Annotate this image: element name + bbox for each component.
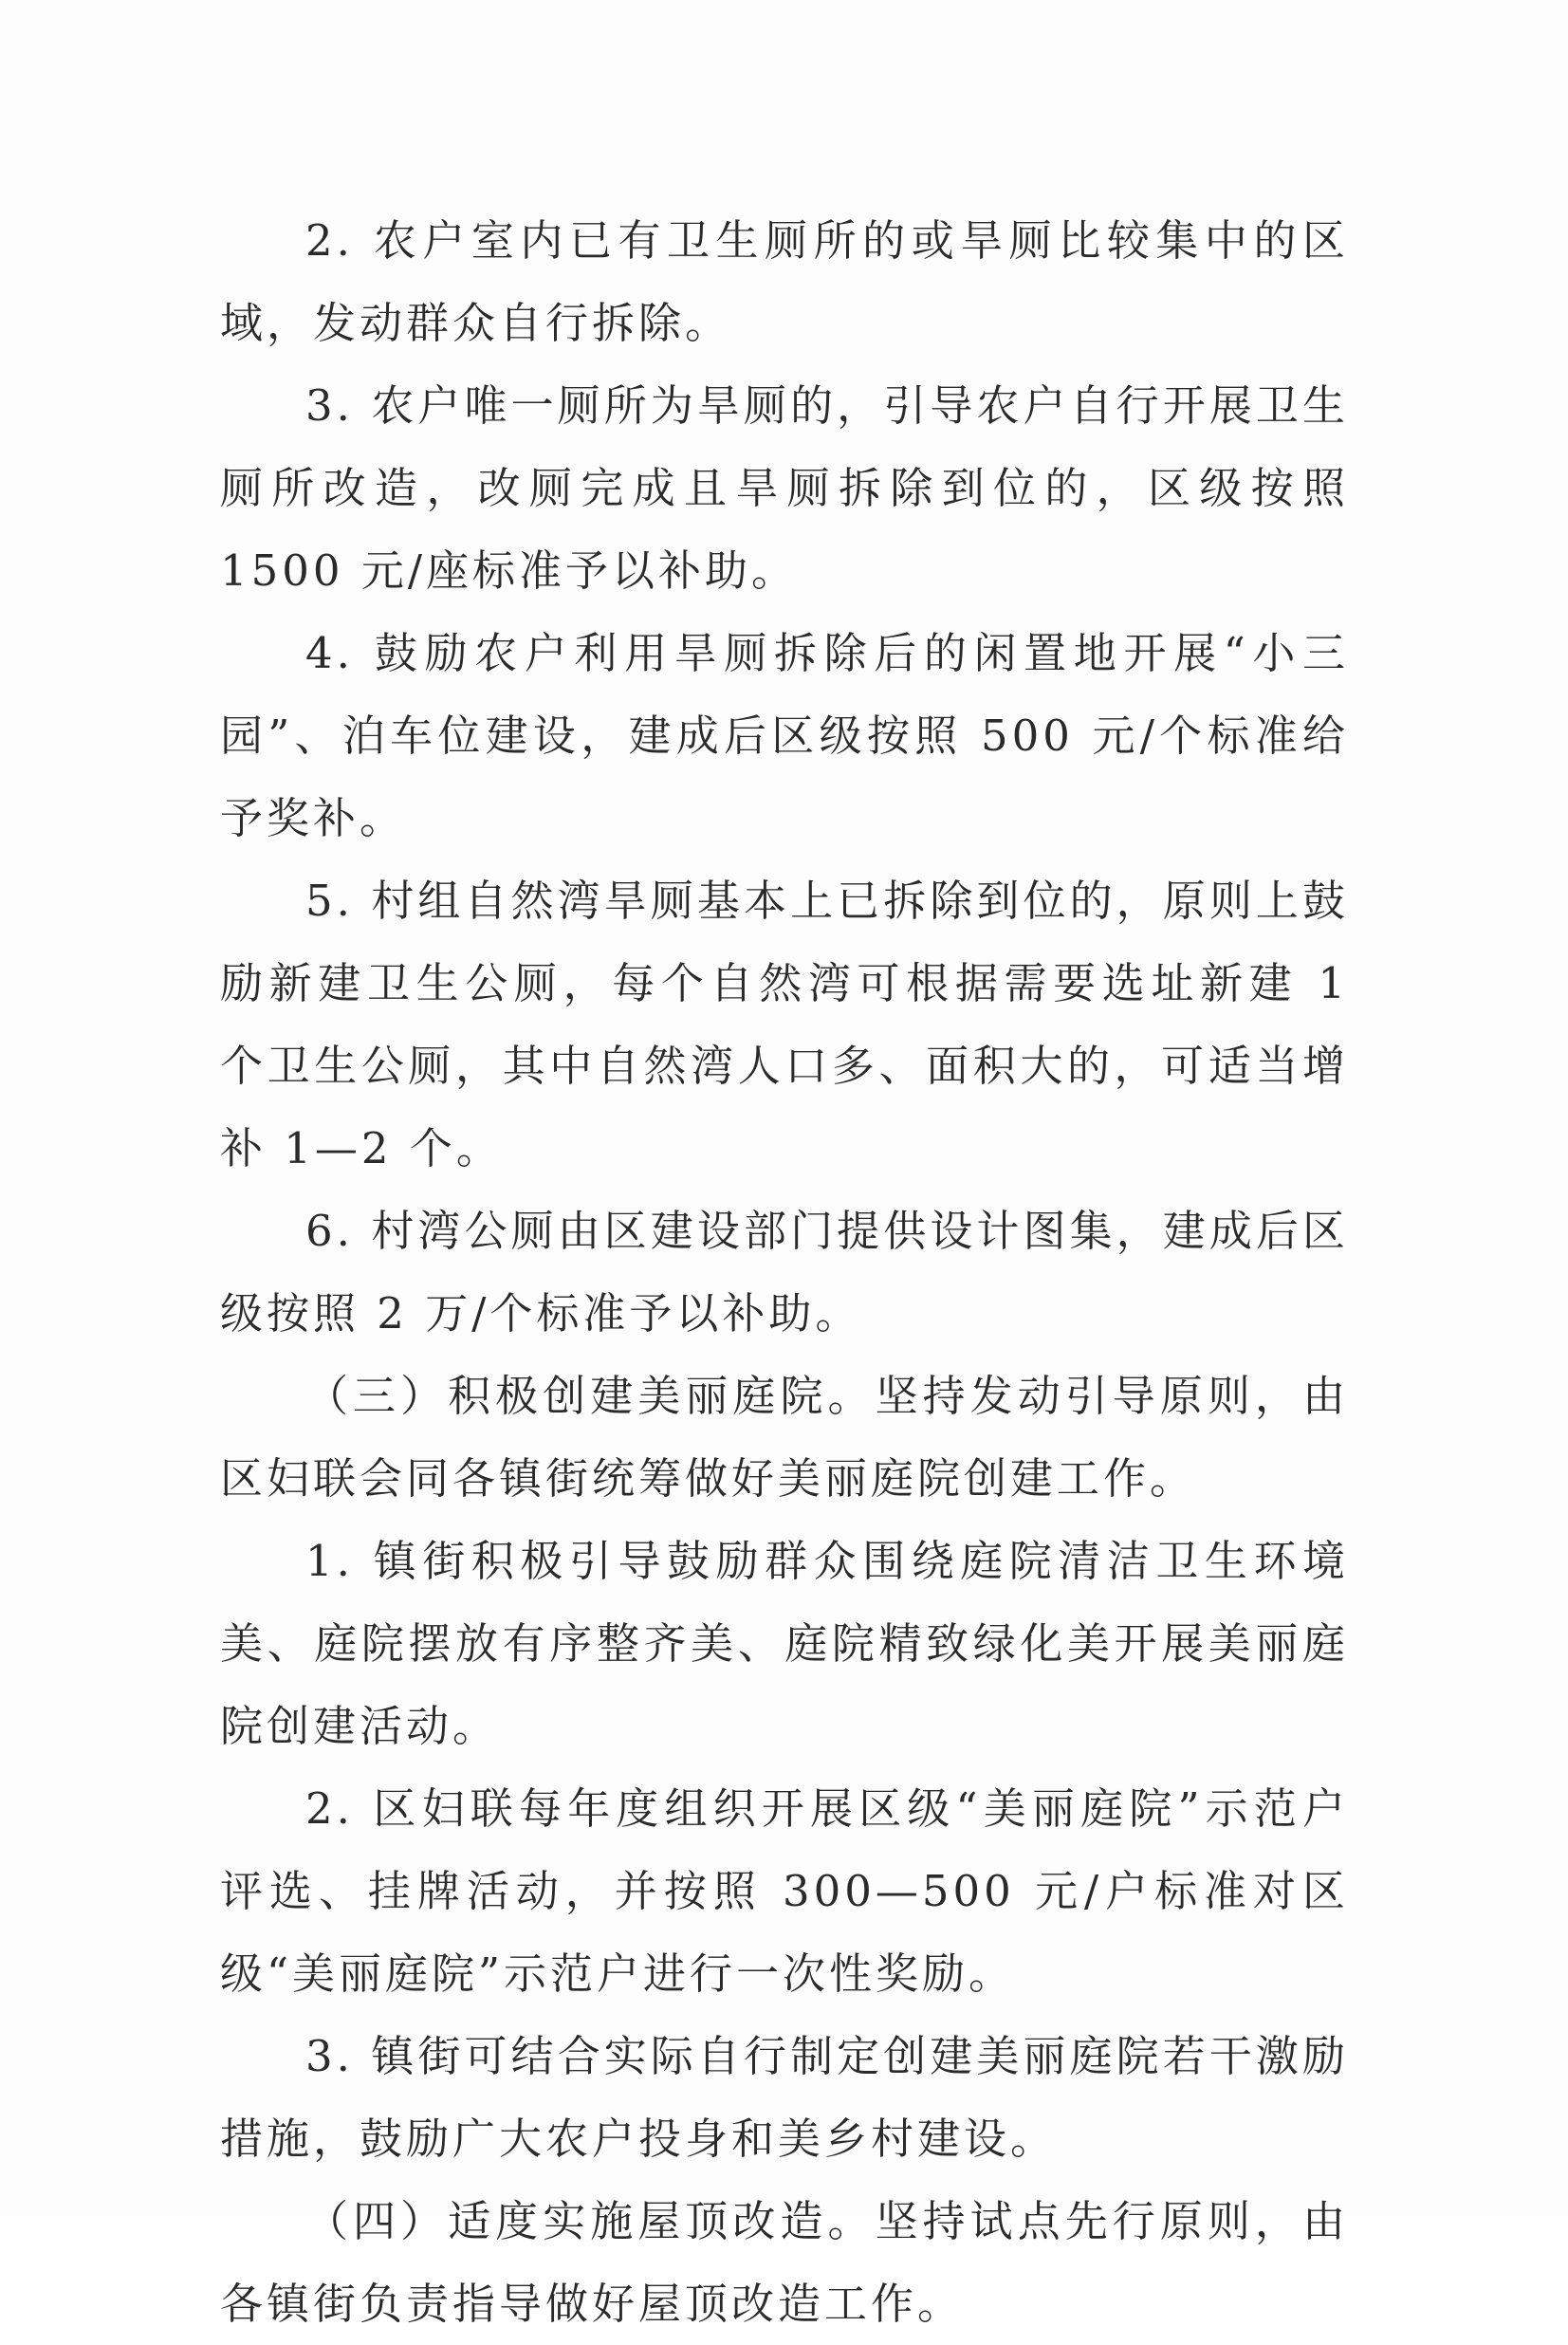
paragraph-item-5 [220,859,1349,1190]
paragraph-item-3-1 [220,1520,1349,1767]
paragraph-text: 坚持发动引导原则，由区妇联会同各镇街统筹做好美丽庭院创建工作。 [220,1371,1349,1504]
paragraph-item-3-2 [220,1767,1349,2015]
paragraph-text: 2. 区妇联每年度组织开展区级“美丽庭院”示范户评选、挂牌活动，并按照 300—500 元/户标准对区级“美丽庭院”示范户进行一次性奖励。 [220,1783,1349,1999]
section-heading-lead: （三）积极创建美丽庭院。 [305,1371,876,1421]
paragraph-item-6 [220,1190,1349,1355]
paragraph-item-3-3 [220,2015,1349,2180]
section-heading-4 [220,2180,1349,2345]
paragraph-text: 2. 农户室内已有卫生厕所的或旱厕比较集中的区域，发动群众自行拆除。 [220,215,1349,348]
paragraph-item-4 [220,612,1349,859]
paragraph-text: 5. 村组自然湾旱厕基本上已拆除到位的，原则上鼓励新建卫生公厕，每个自然湾可根据需要选址新建 1 个卫生公厕，其中自然湾人口多、面积大的，可适当增补 1—2 个。 [220,876,1349,1173]
paragraph-text: 4. 鼓励农户利用旱厕拆除后的闲置地开展“小三园”、泊车位建设，建成后区级按照 500 元/个标准给予奖补。 [220,628,1349,843]
paragraph-text: 3. 镇街可结合实际自行制定创建美丽庭院若干激励措施，鼓励广大农户投身和美乡村建设。 [220,2031,1349,2164]
paragraph-text: 坚持试点先行原则，由各镇街负责指导做好屋顶改造工作。 [220,2196,1349,2329]
section-heading-lead: （四）适度实施屋顶改造。 [305,2196,876,2246]
paragraph-item-2 [220,199,1349,364]
paragraph-text: 1. 镇街积极引导鼓励群众围绕庭院清洁卫生环境美、庭院摆放有序整齐美、庭院精致绿化美开展美丽庭院创建活动。 [220,1536,1349,1751]
paragraph-text: 3. 农户唯一厕所为旱厕的，引导农户自行开展卫生厕所改造，改厕完成且旱厕拆除到位的，区级按照 1500 元/座标准予以补助。 [220,380,1349,596]
paragraph-item-3 [220,364,1349,612]
document-body [220,199,1349,2345]
paragraph-text: 6. 村湾公厕由区建设部门提供设计图集，建成后区级按照 2 万/个标准予以补助。 [220,1206,1349,1339]
section-heading-3 [220,1355,1349,1520]
